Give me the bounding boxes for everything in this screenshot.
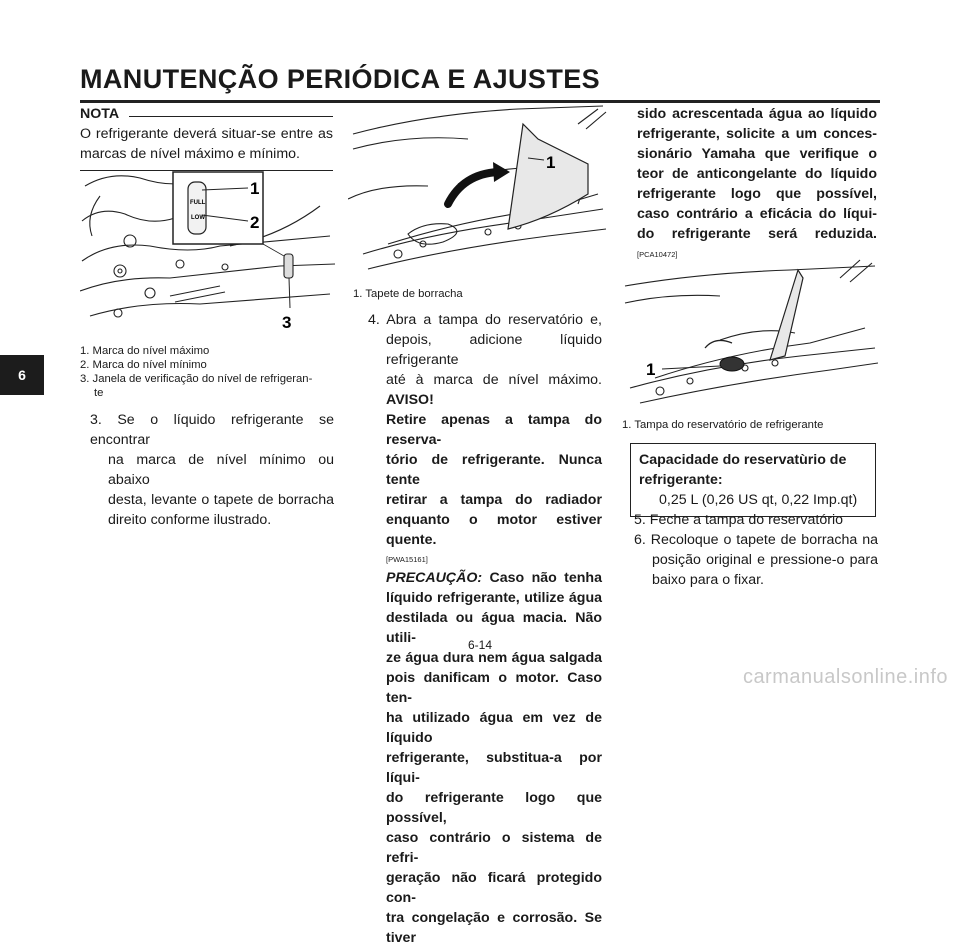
step-text: 4. Abra a tampa do reservatório e, [368, 312, 602, 328]
step-text: na marca de nível mínimo ou abaixo [108, 452, 334, 488]
chapter-tab: 6 [0, 355, 44, 395]
step-text: 3. Se o líquido refrigerante se encontrar [90, 412, 334, 448]
step-text: direito conforme ilustrado. [108, 512, 272, 528]
capacity-title: refrigerante: [639, 472, 723, 488]
caution-continued [637, 104, 877, 260]
caption-item: 2. Marca do nível mínimo [80, 359, 207, 371]
caution-text: Caso não tenha [489, 570, 602, 586]
coolant-level-figure [80, 166, 340, 336]
low-mark: LOW [191, 215, 205, 221]
title-rule [80, 100, 880, 103]
capacity-box [630, 443, 876, 517]
watermark: carmanualsonline.info [742, 666, 948, 688]
caution-text: líquido refrigerante, utilize água [386, 590, 602, 606]
caution-text: ha utilizado água em vez de líquido [386, 710, 602, 746]
figure-2-caption: 1. Tapete de borracha [353, 288, 463, 300]
callout-1: 1 [546, 153, 556, 172]
caution-text: pois danificam o motor. Caso ten- [386, 670, 602, 706]
page-number: 6-14 [467, 638, 493, 652]
capacity-title: Capacidade do reservatùrio de [639, 452, 847, 468]
level-check-window [284, 254, 293, 278]
figure-1-captions [80, 344, 340, 400]
page-title: MANUTENÇÃO PERIÓDICA E AJUSTES [80, 64, 601, 94]
rotation-arrow [705, 340, 732, 348]
warning-text: retirar a tampa do radiador [386, 492, 602, 508]
caution-text [386, 568, 602, 588]
nota-text: O refrigerante deverá situar-se entre as [80, 126, 333, 142]
step-text: depois, adicione líquido refrigerante [386, 332, 602, 368]
reservoir-cap [720, 357, 744, 371]
lift-arrow-head [493, 162, 510, 182]
callout-3: 3 [282, 313, 292, 332]
caption-item: 3. Janela de verificação do nível de refrigeran- [80, 373, 313, 385]
nota-block [80, 104, 333, 171]
step-4 [356, 310, 602, 948]
caution-code: [PCA10472] [637, 250, 678, 259]
full-mark: FULL [190, 200, 206, 206]
step-text: desta, levante o tapete de borracha [108, 492, 334, 508]
capacity-value: 0,25 L (0,26 US qt, 0,22 Imp.qt) [659, 492, 858, 508]
step-text: baixo para o fixar. [652, 572, 764, 588]
inset-connector [263, 244, 284, 256]
nota-rule [129, 116, 333, 117]
step-text: posição original e pressione-o para [652, 552, 878, 568]
precaucao-block [356, 568, 602, 948]
leader-line-3 [289, 278, 290, 308]
step-text [356, 370, 602, 410]
caution-text: do refrigerante será reduzida. [637, 226, 877, 242]
callout-2: 2 [250, 213, 260, 232]
caution-text: do refrigerante logo que possível, [386, 790, 602, 826]
warning-code: [PWA15161] [386, 555, 428, 564]
caption-item: te [94, 387, 104, 399]
figure-3-caption: 1. Tampa do reservatório de refrigerante [622, 419, 824, 431]
reservoir-cap-figure [620, 248, 878, 416]
caution-text: refrigerante, substitua-a por líqui- [386, 750, 602, 786]
caution-text: sionário Yamaha que verifique o [637, 146, 877, 162]
caution-text: refrigerante logo que possível, [637, 186, 877, 202]
caution-text: teor de anticongelante do líquido [637, 166, 877, 182]
step-text: 6. Recoloque o tapete de borracha na [634, 532, 878, 548]
caution-text: ze água dura nem água salgada [386, 650, 602, 666]
caution-text: destilada ou água macia. Não utili- [386, 610, 602, 646]
step-3 [90, 410, 334, 530]
step-text: 5. Feche a tampa do reservatório [634, 512, 843, 528]
callout-1: 1 [646, 360, 656, 379]
warning-text: enquanto o motor estiver quente. [386, 512, 602, 548]
aviso-label: AVISO! [386, 392, 434, 408]
step-text: até à marca de nível máximo. [386, 372, 602, 388]
nota-text: marcas de nível máximo e mínimo. [80, 146, 300, 162]
caption-item: 1. Marca do nível máximo [80, 345, 210, 357]
warning-text: tório de refrigerante. Nunca tente [386, 452, 602, 488]
precaucao-label: PRECAUÇÃO: [386, 570, 483, 586]
rubber-mat-figure [348, 104, 610, 282]
caution-text: refrigerante, solicite a um conces- [637, 126, 877, 142]
lift-arrow [448, 172, 498, 204]
caution-text: geração não ficará protegido con- [386, 870, 602, 906]
caution-text: tra congelação e corrosão. Se tiver [386, 910, 602, 946]
warning-text: Retire apenas a tampa do reserva- [386, 412, 602, 448]
caution-text: sido acrescentada água ao líquido [637, 106, 877, 122]
nota-label: NOTA [80, 106, 120, 122]
callout-1: 1 [250, 179, 260, 198]
steps-5-6 [634, 510, 878, 590]
reservoir-lid [770, 270, 803, 360]
caution-text: caso contrário a eficácia do líqui- [637, 206, 877, 222]
caution-text: caso contrário o sistema de refri- [386, 830, 602, 866]
